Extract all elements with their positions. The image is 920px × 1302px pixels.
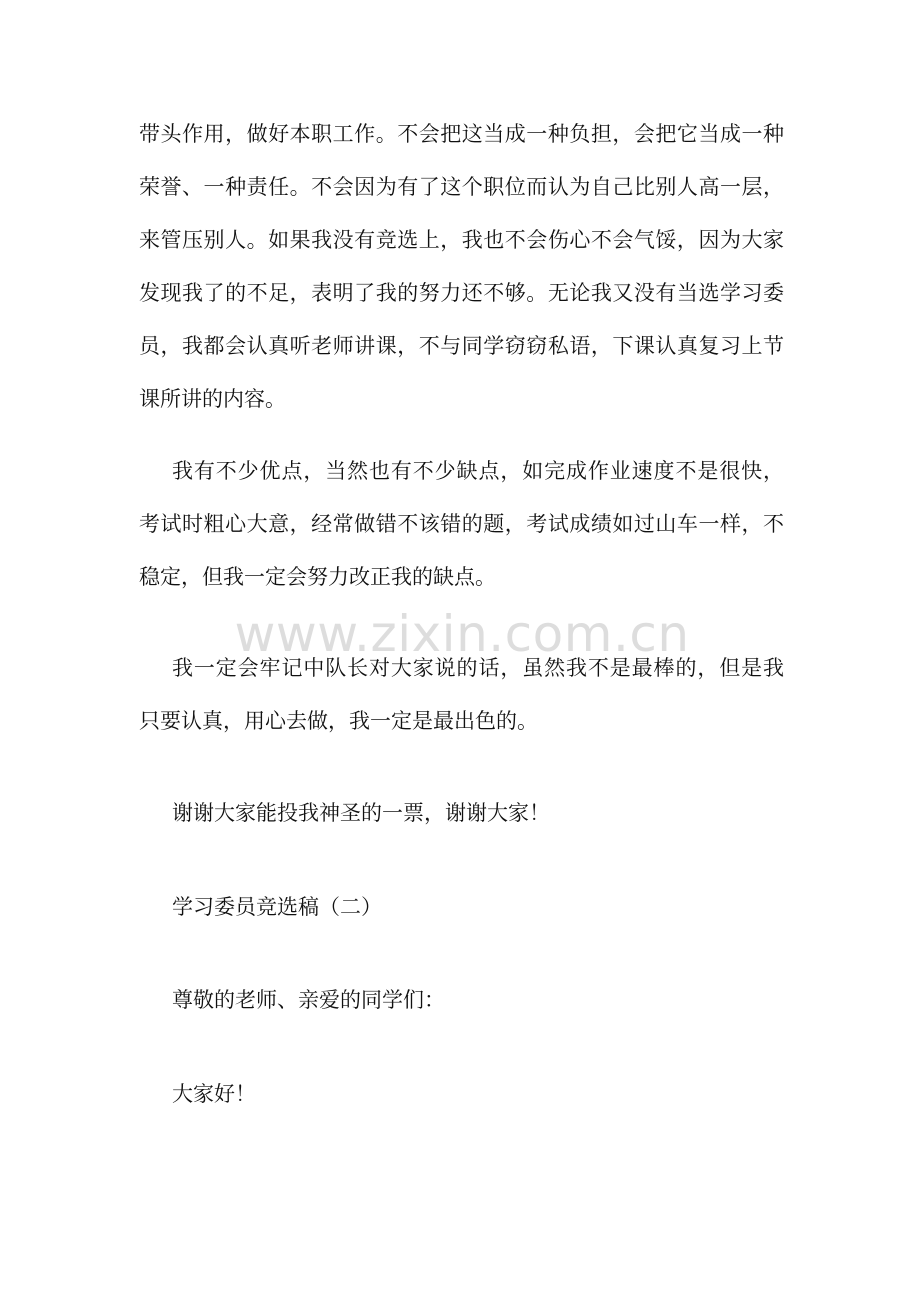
greeting: 大家好！: [172, 1082, 256, 1106]
paragraph-1-line-4: 发现我了的不足，表明了我的努力还不够。无论我又没有当选学习委: [139, 281, 784, 305]
paragraph-1-line-2: 荣誉、一种责任。不会因为有了这个职位而认为自己比别人高一层，: [139, 175, 784, 199]
thanks-paragraph: 谢谢大家能投我神圣的一票，谢谢大家！: [172, 801, 550, 825]
paragraph-3-line-2: 只要认真，用心去做，我一定是最出色的。: [139, 709, 538, 733]
salutation: 尊敬的老师、亲爱的同学们：: [172, 988, 445, 1012]
paragraph-3-line-1: 我一定会牢记中队长对大家说的话，虽然我不是最棒的，但是我: [172, 656, 784, 680]
paragraph-1-line-1: 带头作用，做好本职工作。不会把这当成一种负担，会把它当成一种: [139, 122, 784, 146]
paragraph-2-line-3: 稳定，但我一定会努力改正我的缺点。: [139, 565, 496, 589]
paragraph-1-line-5: 员，我都会认真听老师讲课，不与同学窃窃私语，下课认真复习上节: [139, 334, 784, 358]
paragraph-2-line-1: 我有不少优点，当然也有不少缺点，如完成作业速度不是很快，: [172, 459, 784, 483]
paragraph-1-line-6: 课所讲的内容。: [139, 387, 286, 411]
section-title: 学习委员竞选稿（二）: [172, 895, 382, 919]
paragraph-1-line-3: 来管压别人。如果我没有竞选上，我也不会伤心不会气馁，因为大家: [139, 228, 784, 252]
paragraph-2-line-2: 考试时粗心大意，经常做错不该错的题，考试成绩如过山车一样，不: [139, 512, 784, 536]
watermark: www.zixin.com.cn: [234, 605, 690, 663]
